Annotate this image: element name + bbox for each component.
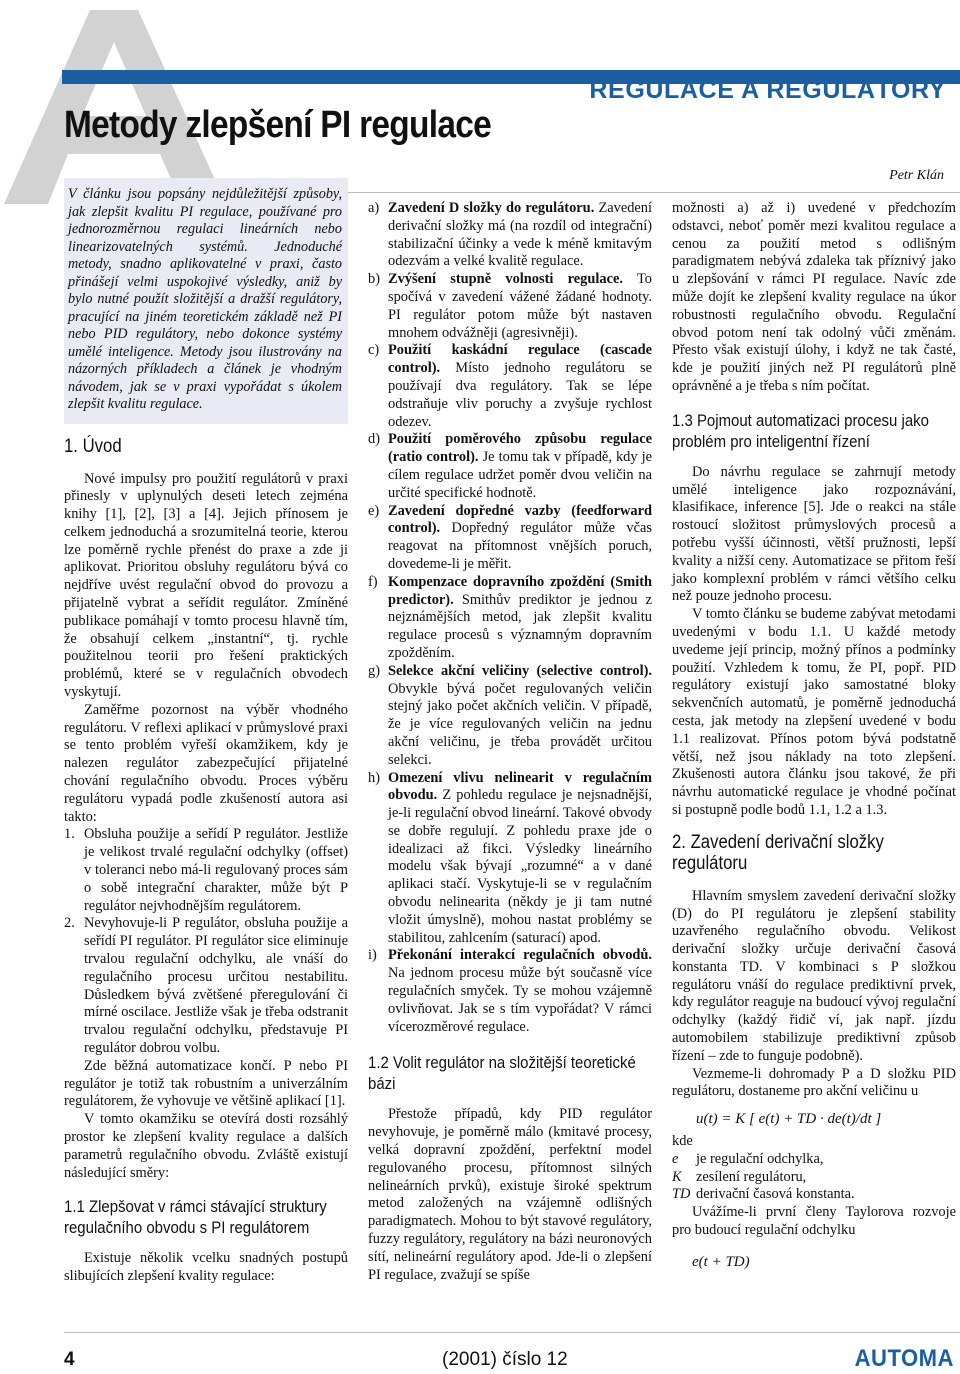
list-item: i) Překonání interakcí regulačních obvodů. Na jednom procesu může být současně více regulačních smyček. Ty se mohou vzájemně ovlivňovat. Jak se s tím vypořádat? V rámci vícerozměrové regulace.: [368, 947, 652, 1035]
list-item: d) Použití poměrového způsobu regulace (ratio control). Je tomu tak v případě, kdy je cílem regulace udržet poměr dvou veličin na určité specifické hodnotě.: [368, 431, 653, 501]
list-item: g) Selekce akční veličiny (selective control). Obvykle bývá počet regulovaných veličin stejný jako počet akčních veličin. V případě, že je více regulovaných veličin na jednu akční veličinu, je třeba provádět určitou selekci.: [368, 662, 652, 768]
paragraph: Vezmeme-li dohromady P a D složku PID regulátoru, dostaneme pro akční veličinu u: [672, 1065, 956, 1100]
list-item: h) Omezení vlivu nelinearit v regulačním obvodu. Z pohledu regulace je nejsnadnější, je-li regulační obvod lineární. Takové obvody se dobře regulují. Z pohledu praxe jde o idealizaci až fikci. Výsledky lineárního modelu však bývají „rozumné“ a v dané aplikaci stačí. Vyskytuje-li se v regulačním obvodu nelinearita (někdy je ji tam nutné vložit úmyslně), mohou nastat problémy se stabilitou, zahlcením (saturací) apod.: [368, 769, 652, 946]
paragraph: Hlavním smyslem zavedení derivační složky (D) do PI regulátoru je zlepšení stability uzavřeného regulačního obvodu. Velikost derivační složky určuje derivační časová konstanta TD. V kombinaci s P složkou regulátoru vnáší do regulace prediktivní prvek, kdy regulátor reaguje na budoucí vývoj regulační odchylky (každý řidič ví, jak např. jízdu automobilem stabilizuje prediktivní způsob řízení – zde to funguje podobně).: [672, 887, 956, 1064]
paragraph: Přestože případů, kdy PID regulátor nevyhovuje, je poměrně málo (kmitavé procesy, velká dopravní zpoždění, perfektní model regulovaného procesu, přítomnost silných nelineárních prvků), existuje široké spektrum metod založených na vzájemně odlišných paradigmatech. Mohou to být stavové regulátory, fuzzy regulátory, regulátory na bázi neuronových sítí, nelineární regulátory apod. Jde-li o zlepšení PI regulace, zvažují se spíše: [368, 1106, 652, 1283]
paragraph: Do návrhu regulace se zahrnují metody umělé inteligence jako rozpoznávání, klasifikace, inference [5]. Jde o reakci na stále rostoucí složitost průmyslových procesů a potřebu vyšší účinnosti, větší pružnosti, lepší kvality a nižší ceny. Automatizace se přitom řeší jako komplexní problém v rámci většího celku než pouze jednoho procesu.: [672, 463, 956, 605]
paragraph: Existuje několik vcelku snadných postupů slibujících zlepšení kvality regulace:: [64, 1250, 348, 1285]
magazine-logo: AUTOMA: [854, 1345, 954, 1372]
equation: e(t + TD): [692, 1253, 750, 1270]
issue-label: (2001) číslo 12: [442, 1349, 568, 1370]
heading-1-2: 1.2 Volit regulátor na složitější teoretické bázi: [368, 1053, 636, 1094]
article-title: Metody zlepšení PI regulace: [64, 104, 492, 146]
list-item: 2. Nevyhovuje-li P regulátor, obsluha použije a seřídí PI regulátor. PI regulátor sice eliminuje trvalou regulační odchylku, ale vnáší do regulačního procesu určitou nestabilitu. Důsledkem bývá zvětšené přeregulování či mírné oscilace. Jestliže však je třeba odstranit trvalou regulační odchylku, představuje PI regulátor dobrou volbu.: [64, 915, 348, 1056]
list-item: a) Zavedení D složky do regulátoru. Zavedení derivační složky má (na rozdíl od integrační) stabilizační účinky a vede k méně kmitavým odezvám a velké kvalitě regulace.: [368, 200, 652, 270]
paragraph: V tomto článku se budeme zabývat metodami uvedenými v bodu 1.1. U každé metody uvedeme její princip, možný přínos a podmínky použití. Vzhledem k tomu, že PI, popř. PID regulátory existují jako samostatné bloky sekvenčních automatů, je poměrně jednoduchá cesta, jak metody na zlepšení uvedené v bodu 1.1 realizovat. Přínos potom bývá podstatně větší, než jsou náklady na toto zlepšení. Zkušenosti autora článku jsou takové, že při návrhu automatické regulace je vhodné počínat si postupně podle bodů 1.1, 1.2 a 1.3.: [672, 606, 956, 818]
page-number: 4: [64, 1349, 75, 1370]
abstract: V článku jsou popsány nejdůležitější způsoby, jak zlepšit kvalitu PI regulace, používané pro jednorozměrnou regulaci lineárních nebo linearizovatelných systémů. Jednoduché metody, snadno aplikovatelné v praxi, často přinášejí velmi uspokojivé výsledky, aniž by bylo nutné použít složitější a dražší regulátory, pracující na jiném teoretickém základě než PI nebo PID regulátory, nebo dokonce systémy umělé inteligence. Metody jsou ilustrovány na názorných příkladech a článek je vhodným návodem, jak se v praxi vypořádat s úkolem zlepšit kvalitu regulace.: [64, 178, 348, 424]
list-item: e) Zavedení dopředné vazby (feedforward control). Dopředný regulátor může včas reagovat na přítomnost vnějších poruch, dovedeme-li je měřit.: [368, 502, 652, 572]
list-item: 1. Obsluha použije a seřídí P regulátor. Jestliže je velikost trvalé regulační odchylky (offset) v toleranci nebo má-li regulovaný proces sám o sobě integrační charakter, může být P regulátor nejvhodnějším regulátorem.: [64, 826, 348, 914]
paragraph: kde: [672, 1133, 693, 1150]
equation: u(t) = K [ e(t) + TD · de(t)/dt ]: [696, 1111, 882, 1128]
legend-row: TD derivační časová konstanta.: [672, 1186, 855, 1203]
list-item: f) Kompenzace dopravního zpoždění (Smith predictor). Smithův prediktor je jednou z nejznámějších metod, jak zlepšit kvalitu regulace procesů s významným dopravním zpožděním.: [368, 573, 652, 661]
paragraph: Zde běžná automatizace končí. P nebo PI regulátor je totiž tak robustním a univerzálním regulátorem, že vyhovuje ve většině aplikací [1].: [64, 1057, 348, 1110]
paragraph: Nové impulsy pro použití regulátorů v praxi přinesly v uplynulých deseti letech zejména knihy [1], [2], [3] a [4]. Jejich přínosem je celkem jednoduchá a srozumitelná teorie, kterou lze poměrně rychle přenést do praxe a zde ji aplikovat. Prioritou obsluhy regulátoru bývá co nejdříve uvést regulační obvod do provozu a přijatelně vybrat a seřídit regulátor. Zmíněné publikace pomáhají v tomto procesu hlavně tím, že obsahují celkem „instantní“, tj. rychle použitelnou teorii pro řešení praktických problémů, které se v regulačních obvodech vyskytují.: [64, 470, 348, 701]
column-2: [368, 200, 652, 1284]
legend-row: K zesílení regulátoru,: [672, 1168, 807, 1185]
author: Petr Klán: [889, 168, 944, 183]
list-item: c) Použití kaskádní regulace (cascade control). Místo jednoho regulátoru se používají dva regulátory. Tak se lépe odstraňuje vliv poruchy a zvyšuje rychlost odezev.: [368, 342, 652, 430]
section-title: REGULACE A REGULÁTORY: [589, 76, 946, 104]
paragraph: Zaměřme pozornost na výběr vhodného regulátoru. V reflexi aplikací v průmyslové praxi se tento problém vyřeší okamžikem, kdy je nalezen regulátor zabezpečující přijatelné chování regulačního obvodu. Proces výběru regulátoru vypadá podle zkušeností autora asi takto:: [64, 701, 348, 825]
heading-intro: 1. Úvod: [64, 435, 122, 457]
paragraph: Uvážíme-li první členy Taylorova rozvoje pro budoucí regulační odchylku: [672, 1204, 956, 1239]
heading-1-3: 1.3 Pojmout automatizaci procesu jako problém pro inteligentní řízení: [672, 410, 929, 451]
column-1: [64, 178, 348, 1286]
column-3: [672, 200, 956, 1276]
heading-2: 2. Zavedení derivační složky regulátoru: [672, 831, 884, 874]
legend-row: e je regulační odchylka,: [672, 1150, 824, 1167]
list-item: b) Zvýšení stupně volnosti regulace. To spočívá v zavedení vážené žádané hodnoty. PI regulátor potom může být nastaven mnohem odvážněji (agresivněji).: [368, 271, 652, 341]
heading-1-1: 1.1 Zlepšovat v rámci stávající struktury regulačního obvodu s PI regulátorem: [64, 1197, 327, 1238]
paragraph: V tomto okamžiku se otevírá dosti rozsáhlý prostor ke zlepšení kvality regulace a dalších parametrů regulačního obvodu. Zvláště existují následující směry:: [64, 1111, 348, 1181]
footer-rule: [64, 1332, 960, 1333]
paragraph: možnosti a) až i) uvedené v předchozím odstavci, neboť poměr mezi kvalitou regulace a cenou za použití metod s odlišným paradigmatem nebývá zdaleka tak příznivý jako u zlepšování v rámci PI regulace. Navíc zde může dojít ke zlepšení kvality regulace na úkor robustnosti regulačního obvodu. Regulační obvod potom není tak odolný vůči změnám. Přesto však existují úlohy, i když ne tak časté, kde je použití jiných než PI regulátorů plně oprávněné a je třeba s ním počítat.: [672, 200, 956, 394]
